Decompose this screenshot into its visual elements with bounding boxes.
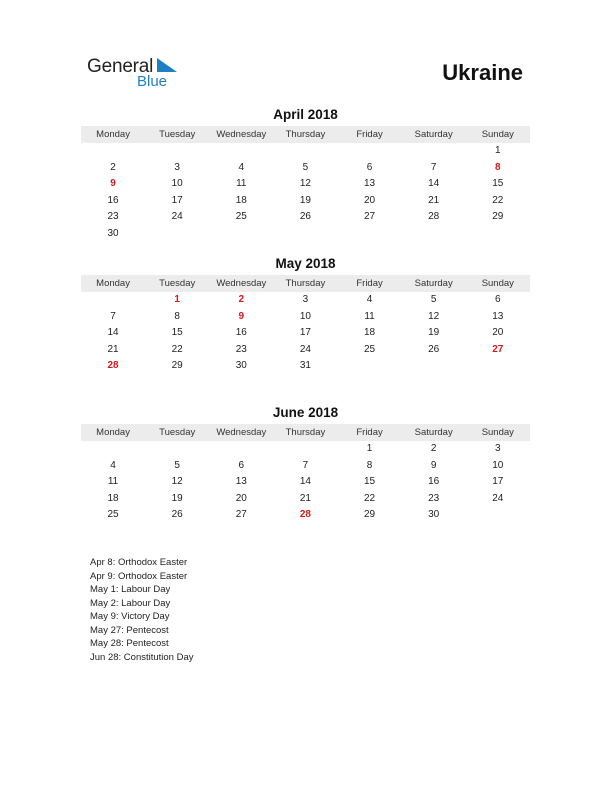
day-cell: 29 (492, 211, 504, 223)
week-row (81, 193, 530, 210)
day-cell: 16 (428, 476, 440, 488)
day-cell: 12 (171, 476, 183, 488)
week-row (81, 507, 530, 524)
holiday-day-cell: 9 (110, 178, 116, 190)
month-grid (81, 292, 530, 375)
day-cell (209, 143, 273, 160)
day-cell: 16 (235, 327, 247, 339)
holiday-entry: May 1: Labour Day (90, 584, 171, 595)
day-cell (402, 143, 466, 160)
day-cell: 19 (171, 492, 183, 504)
day-cell: 6 (495, 294, 501, 305)
weekday-label: Thursday (285, 427, 326, 438)
weekday-label: Monday (96, 278, 130, 289)
day-cell (402, 226, 466, 243)
month-april (81, 106, 530, 243)
weekday-label: Tuesday (159, 129, 196, 140)
day-cell: 22 (171, 343, 183, 355)
day-cell: 14 (107, 327, 119, 339)
holiday-entry: Jun 28: Constitution Day (90, 651, 194, 663)
month-may (81, 255, 530, 375)
day-cell: 3 (302, 294, 309, 305)
weekday-label: Tuesday (159, 427, 196, 438)
month-grid (81, 441, 530, 524)
day-cell: 22 (364, 492, 376, 504)
day-cell: 26 (428, 343, 440, 355)
weekday-label: Thursday (285, 278, 326, 289)
day-cell: 2 (110, 161, 116, 173)
day-cell: 20 (235, 492, 247, 504)
day-cell: 3 (174, 161, 180, 173)
weekday-label: Friday (356, 278, 383, 289)
day-cell: 13 (235, 476, 247, 488)
day-cell: 24 (171, 211, 183, 223)
week-row (81, 342, 530, 359)
day-cell: 4 (366, 294, 373, 305)
day-cell: 21 (428, 194, 440, 206)
weekday-header (81, 424, 530, 441)
week-row (81, 143, 530, 160)
weekday-label: Thursday (285, 129, 326, 140)
month-june (81, 404, 530, 524)
day-cell: 26 (171, 509, 183, 521)
day-cell: 24 (299, 343, 311, 355)
day-cell: 31 (299, 360, 311, 372)
week-row (81, 491, 530, 508)
day-cell: 4 (110, 459, 116, 471)
day-cell: 7 (430, 161, 437, 173)
logo-general-text: General (87, 56, 154, 77)
holiday-day-cell: 8 (495, 161, 501, 173)
month-title: June 2018 (272, 405, 339, 420)
weekday-label: Saturday (414, 278, 453, 289)
day-cell (145, 226, 209, 243)
country-title: Ukraine (442, 60, 523, 85)
week-row (81, 292, 530, 309)
day-cell: 25 (235, 211, 247, 223)
week-row (81, 160, 530, 177)
logo-triangle-icon (157, 58, 177, 72)
day-cell: 20 (364, 194, 376, 206)
day-cell: 19 (299, 194, 311, 206)
day-cell: 21 (299, 492, 311, 504)
day-cell (81, 143, 145, 160)
day-cell (81, 292, 145, 309)
day-cell: 30 (428, 509, 440, 521)
day-cell (402, 358, 466, 375)
day-cell: 15 (171, 327, 183, 339)
month-grid (81, 143, 530, 243)
day-cell (145, 143, 209, 160)
weekday-label: Friday (356, 129, 383, 140)
weekday-header (81, 275, 530, 292)
day-cell: 17 (492, 476, 504, 488)
weekday-label: Saturday (414, 129, 453, 140)
day-cell: 18 (235, 194, 247, 206)
day-cell (273, 441, 337, 458)
weekday-label: Wednesday (216, 129, 267, 140)
day-cell: 12 (299, 178, 311, 190)
day-cell: 18 (364, 327, 376, 339)
day-cell: 11 (364, 310, 375, 322)
day-cell: 6 (238, 459, 245, 471)
day-cell: 10 (492, 459, 504, 471)
day-cell: 5 (174, 459, 180, 471)
holiday-day-cell: 28 (299, 509, 311, 521)
holiday-list (90, 556, 194, 664)
week-row (81, 226, 530, 243)
day-cell: 26 (299, 211, 311, 223)
holiday-day-cell: 2 (238, 294, 245, 305)
week-row (81, 176, 530, 193)
month-title: May 2018 (275, 256, 336, 271)
day-cell: 2 (430, 443, 437, 454)
day-cell: 3 (495, 443, 501, 454)
holiday-entry: May 2: Labour Day (90, 597, 171, 609)
holiday-day-cell: 27 (492, 343, 504, 355)
week-row (81, 325, 530, 342)
day-cell: 12 (428, 310, 440, 322)
day-cell (273, 226, 337, 243)
day-cell: 29 (171, 360, 183, 372)
day-cell: 16 (107, 194, 119, 206)
day-cell: 9 (430, 459, 437, 471)
holiday-day-cell: 28 (107, 360, 119, 372)
weekday-label: Saturday (414, 427, 453, 438)
day-cell (145, 441, 209, 458)
day-cell: 4 (238, 161, 245, 173)
week-row (81, 209, 530, 226)
day-cell: 20 (492, 327, 504, 339)
day-cell: 15 (364, 476, 376, 488)
holiday-entry: Apr 9: Orthodox Easter (90, 570, 188, 582)
day-cell: 28 (428, 211, 440, 223)
day-cell: 13 (492, 310, 504, 322)
day-cell (338, 358, 402, 375)
day-cell: 7 (110, 310, 116, 322)
day-cell: 14 (428, 178, 440, 190)
day-cell: 18 (107, 492, 119, 504)
logo-blue-text: Blue (137, 73, 168, 90)
day-cell (466, 507, 530, 524)
day-cell: 5 (302, 161, 309, 173)
weekday-label: Tuesday (159, 278, 196, 289)
day-cell (209, 441, 273, 458)
day-cell: 17 (299, 327, 311, 339)
day-cell (209, 226, 273, 243)
weekday-label: Wednesday (216, 278, 267, 289)
day-cell (338, 226, 402, 243)
day-cell: 11 (236, 178, 247, 190)
day-cell (338, 143, 402, 160)
day-cell: 25 (364, 343, 376, 355)
week-row (81, 309, 530, 326)
day-cell: 23 (107, 211, 119, 223)
weekday-label: Sunday (481, 129, 514, 140)
day-cell: 1 (366, 443, 373, 454)
day-cell: 27 (235, 509, 247, 521)
day-cell: 6 (366, 161, 373, 173)
day-cell: 21 (107, 343, 119, 355)
weekday-header (81, 126, 530, 143)
day-cell: 5 (430, 294, 437, 305)
month-title: April 2018 (273, 107, 338, 122)
day-cell: 11 (107, 476, 119, 488)
day-cell (81, 441, 145, 458)
day-cell: 15 (492, 178, 504, 190)
day-cell: 23 (428, 492, 440, 504)
holiday-entry: Apr 8: Orthodox Easter (90, 557, 188, 568)
weekday-label: Sunday (481, 427, 514, 438)
week-row (81, 358, 530, 375)
day-cell: 1 (495, 145, 501, 156)
day-cell: 10 (171, 178, 183, 190)
holiday-day-cell: 9 (238, 310, 245, 322)
day-cell: 24 (492, 492, 504, 504)
day-cell: 13 (364, 178, 376, 190)
holiday-entry: May 27: Pentecost (90, 624, 169, 636)
weekday-label: Wednesday (216, 427, 267, 438)
day-cell: 23 (235, 343, 247, 355)
day-cell (466, 358, 530, 375)
weekday-label: Monday (96, 129, 130, 140)
holiday-entry: May 28: Pentecost (90, 638, 169, 649)
weekday-label: Sunday (481, 278, 514, 289)
day-cell: 17 (171, 194, 183, 206)
day-cell: 30 (235, 360, 247, 372)
day-cell: 25 (107, 509, 119, 521)
day-cell: 10 (299, 310, 311, 322)
day-cell: 22 (492, 194, 504, 206)
generalblue-logo (87, 56, 187, 92)
weekday-label: Monday (96, 427, 130, 438)
day-cell: 19 (428, 327, 440, 339)
holiday-day-cell: 1 (174, 294, 180, 305)
week-row (81, 474, 530, 491)
day-cell: 30 (107, 227, 119, 239)
holiday-entry: May 9: Victory Day (90, 611, 170, 622)
day-cell: 8 (174, 310, 180, 322)
day-cell: 7 (302, 459, 309, 471)
day-cell: 27 (364, 211, 376, 223)
weekday-label: Friday (356, 427, 383, 438)
day-cell: 29 (364, 509, 376, 521)
week-row (81, 458, 530, 475)
day-cell: 8 (366, 459, 373, 471)
day-cell (466, 226, 530, 243)
day-cell (273, 143, 337, 160)
day-cell: 14 (299, 476, 311, 488)
week-row (81, 441, 530, 458)
